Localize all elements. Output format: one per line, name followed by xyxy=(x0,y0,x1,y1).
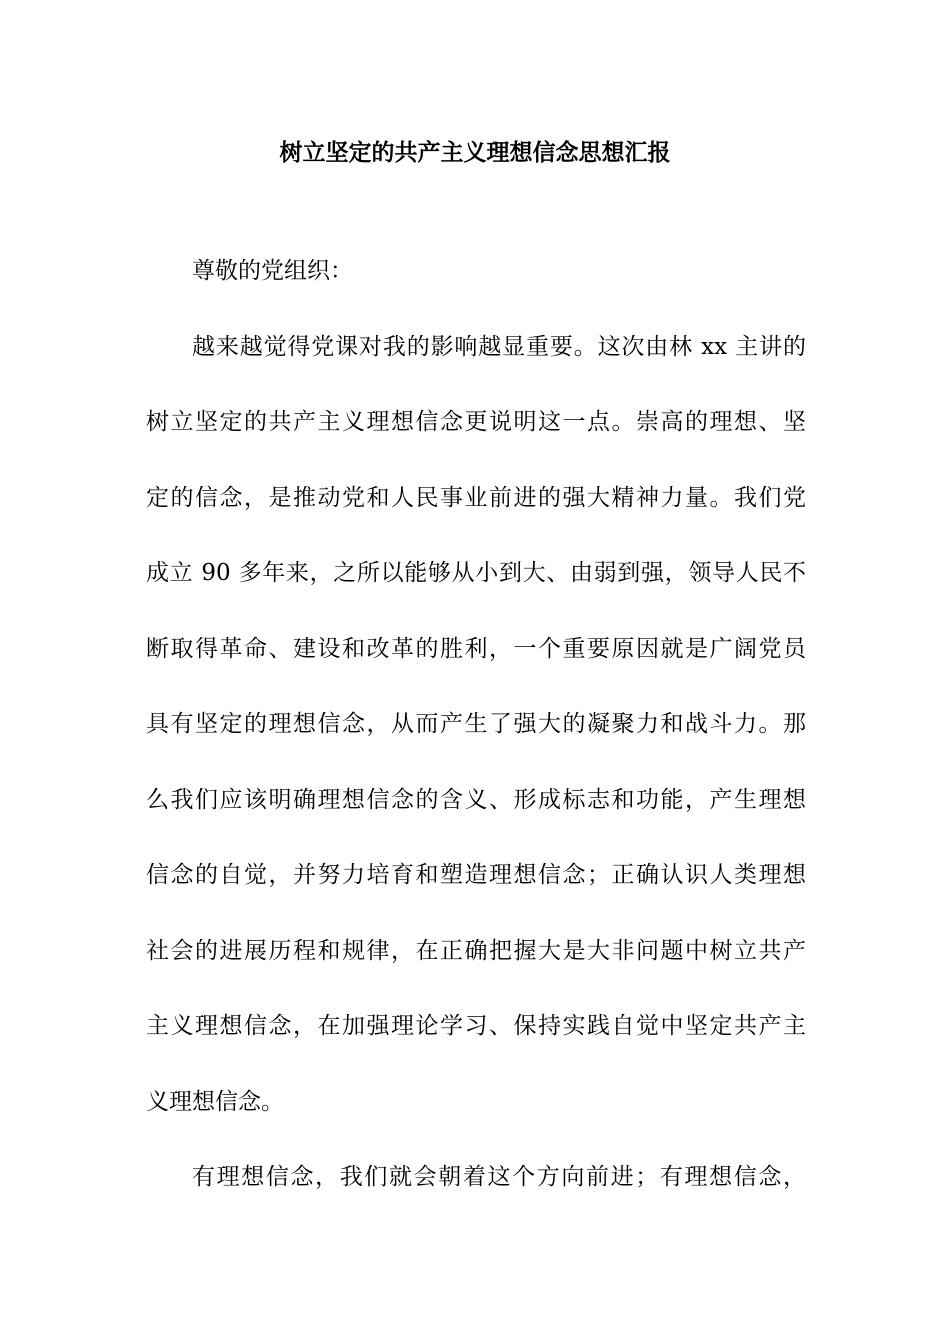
paragraph-2 xyxy=(146,1140,806,1216)
paragraph-1 xyxy=(146,310,806,1141)
paragraph-line: 越来越觉得党课对我的影响越显重要。这次由林 xx 主讲的 xyxy=(192,333,806,360)
paragraph-line: 么我们应该明确理想信念的含义、形成标志和功能，产生理想 xyxy=(146,786,806,813)
paragraph-line: 信念的自觉，并努力培育和塑造理想信念；正确认识人类理想 xyxy=(146,862,806,888)
paragraph-line: 断取得革命、建设和改革的胜利，一个重要原因就是广阔党员 xyxy=(146,635,806,662)
paragraph-line: 成立 90 多年来，之所以能够从小到大、由弱到强，领导人民不 xyxy=(146,560,806,586)
paragraph-line: 树立坚定的共产主义理想信念更说明这一点。崇高的理想、坚 xyxy=(146,409,806,435)
paragraph-line: 主义理想信念，在加强理论学习、保持实践自觉中坚定共产主 xyxy=(146,1013,806,1039)
paragraph-line: 社会的进展历程和规律，在正确把握大是大非问题中树立共产 xyxy=(146,937,806,964)
paragraph-line: 定的信念，是推动党和人民事业前进的强大精神力量。我们党 xyxy=(146,484,806,511)
paragraph-line: 具有坚定的理想信念，从而产生了强大的凝聚力和战斗力。那 xyxy=(146,711,806,737)
paragraph-line: 有理想信念，我们就会朝着这个方向前进；有理想信念， xyxy=(192,1164,806,1190)
paragraph-line: 义理想信念。 xyxy=(146,1088,284,1115)
salutation: 尊敬的党组织： xyxy=(192,258,353,284)
document-title: 树立坚定的共产主义理想信念思想汇报 xyxy=(279,139,671,166)
document-body xyxy=(146,234,806,1216)
